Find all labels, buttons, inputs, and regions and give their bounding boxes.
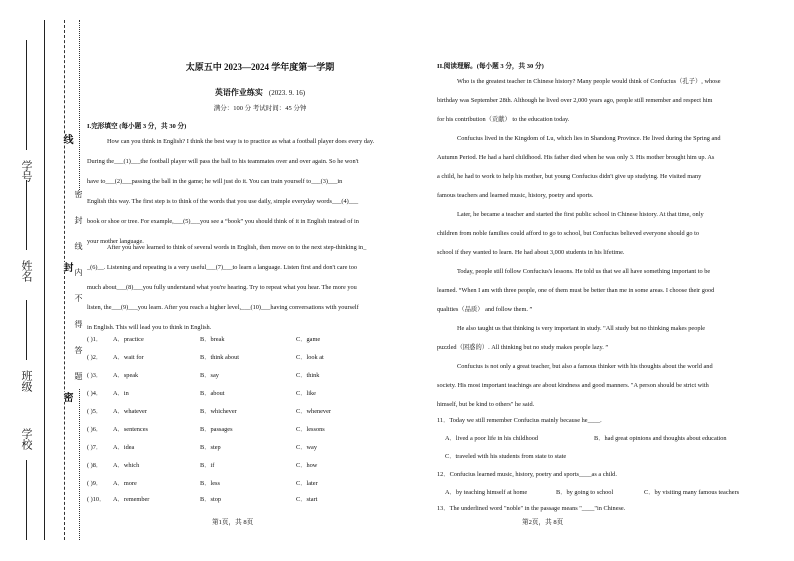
school-blank [26,460,27,540]
name-label: 姓名 [20,260,32,282]
binding-xian-mark: 线 [61,134,72,144]
q11-option-a[interactable]: A．lived a poor life in his childhood [445,435,539,442]
name-blank [26,180,27,250]
cut-line [64,20,65,540]
cloze-paragraph-1: How can you think in English? I think the best way is to practice as what a football player does every day. During the___(1)___the football player will pass the ball to his teammates over and over again. So he won't have to___(2)___passing the ball in the game; he will just do it. You can train yourself to___(3)___in English this way. The first step is to think of the words that you use daily, simple everyday words___(4)___ book or shoe or tree. For example,___(5)___you see a “book” you should think of it in English instead of in your mother language. [87,138,375,245]
reading-paragraph-4: Today, people still follow Confucius's lessons. He told us that we all have something important to be learned. “When I am with three people, one of them must be better than me in some areas. I choose their good qualities（品质） and follow them. ” [437,268,715,313]
option-row[interactable]: ( )4． A．in B．about C．like [87,390,316,397]
school-label: 学校 [20,428,32,450]
option-row[interactable]: ( )5． A．whatever B．whichever C．whenever [87,408,331,415]
option-row[interactable]: ( )2． A．wait for B．think about C．look at [87,354,324,361]
q12-option-a[interactable]: A．by teaching himself at home [445,489,528,496]
reading-paragraph-1: Who is the greatest teacher in Chinese history? Many people would think of Confucius（孔子）, whose birthday was September 28th. Although he lived over 2,000 years ago, people still remember and respect him for his contribution（贡献） to the education today. [437,78,721,123]
question-11: 11．Today we still remember Confucius mainly because he____. [437,417,602,424]
q12-option-b[interactable]: B．by going to school [556,489,614,496]
reading-paragraph-2: Confucius lived in the Kingdom of Lu, which lies in Shandong Province. He lived during the Spring and Autumn Period. He had a hard childhood. His father died when he was only 3. His mother brought him up. As a child, he had to work to help his mother, but young Confucius didn't give up studying. He visited many famous teachers and learned music, history, poetry and sports. [437,135,721,199]
no-answer-notice: 密 封 线 内 不 得 答 题 [74,190,83,388]
page-footer-left: 第1页，共 8页 [212,519,254,526]
outer-border-line [44,20,45,540]
class-blank [26,300,27,360]
exam-date: (2023. 9. 16) [268,89,306,97]
binding-feng-mark: 封 [61,262,72,272]
reading-paragraph-6: Confucius is not only a great teacher, but also a famous thinker with his thoughts about the world and society. His most important teachings are about kindness and good manners. "A person should be strict with himself, but be kind to others" he said. [437,363,713,408]
exam-meta: 满分：100 分 考试时间：45 分钟 [213,105,307,112]
q11-option-c[interactable]: C．traveled with his students from state to state [445,453,567,460]
option-row[interactable]: ( )6． A．sentences B．passages C．lessons [87,426,325,433]
page-footer-right: 第2页，共 8页 [522,519,564,526]
exam-subtitle-line [150,87,370,98]
student-id-label: 学号 [20,160,32,182]
class-label: 班级 [20,370,32,392]
q12-option-c[interactable]: C．by visiting many famous teachers [644,489,740,496]
question-12: 12．Confucius learned music, history, poetry and sports____as a child. [437,471,617,478]
exam-title: 太原五中 2023—2024 学年度第一学期 [185,62,335,72]
option-row[interactable]: ( )10． A．remember B．stop C．start [87,496,318,503]
cloze-heading: I.完形填空 (每小题 3 分，共 30 分) [87,123,187,130]
q11-option-b[interactable]: B．had great opinions and thoughts about education [594,435,727,442]
question-13: 13．The underlined word "noble" in the passage means "____"in Chinese. [437,505,626,512]
option-row[interactable]: ( )9． A．more B．less C．later [87,480,318,487]
binding-mi-mark: 密 [61,392,72,402]
option-row[interactable]: ( )8． A．which B．if C．how [87,462,318,469]
cloze-paragraph-2: After you have learned to think of several words in English, then move on to the next step-thinking in_ _(6)__. Listening and repeating is a very useful___(7)___to learn a language. Listen first and don't care too much about___(8)___you fully understand what you're hearing. Try to repeat what you hear. The more you listen, the___(9)___you learn. After you reach a higher level,___(10)___having conversations with yourself in English. This will lead you to think in English. [87,244,367,331]
exam-subtitle: 英语作业练实 [214,88,263,97]
reading-heading: II.阅读理解。(每小题 3 分，共 30 分) [437,63,544,70]
reading-paragraph-3: Later, he became a teacher and started the first public school in Chinese history. At that time, only children from noble families could afford to go to school, but Confucius believed everyone should go to school if they wanted to learn. He had about 3,000 students in his lifetime. [437,211,704,256]
option-row[interactable]: ( )3． A．speak B．say C．think [87,372,320,379]
student-id-blank [26,40,27,150]
option-row[interactable]: ( )7． A．idea B．step C．way [87,444,317,451]
option-row[interactable]: ( )1． A．practice B．break C．game [87,336,321,343]
reading-paragraph-5: He also taught us that thinking is very important in study. "All study but no thinking makes people puzzled（困惑的）. All thinking but no study makes people lazy. ” [437,325,706,351]
